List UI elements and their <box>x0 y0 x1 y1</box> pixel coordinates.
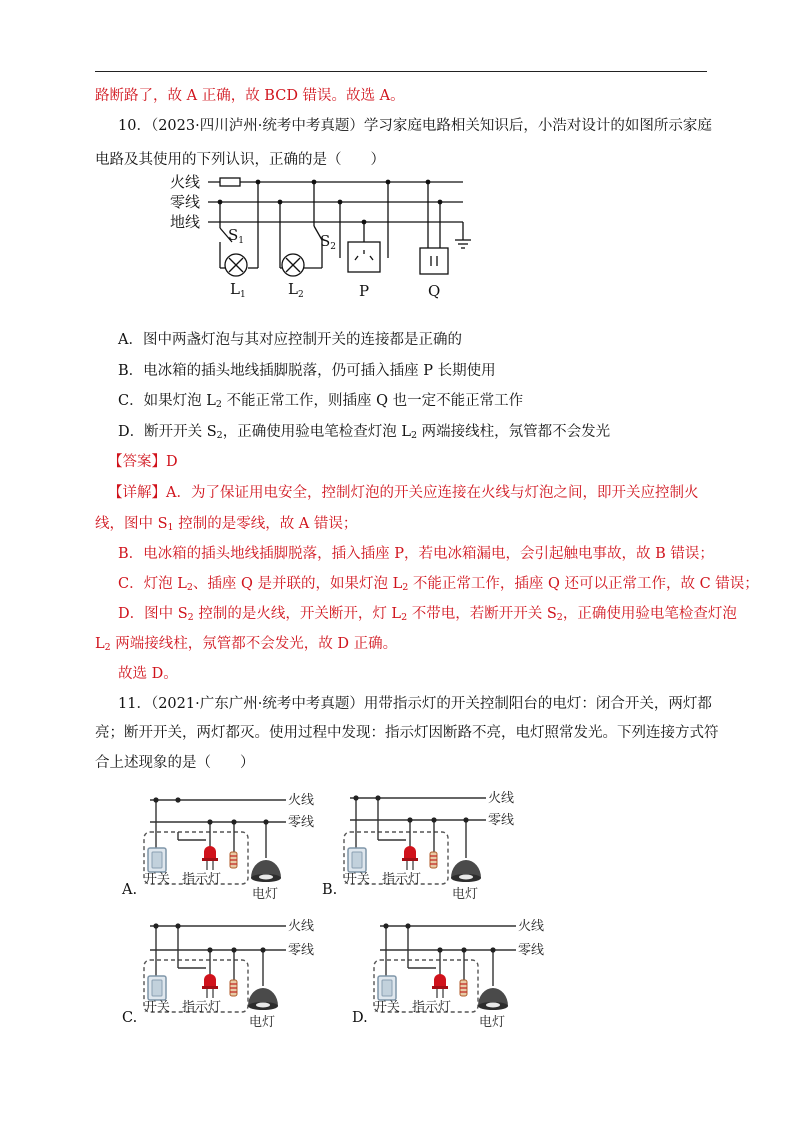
q11-option-d-letter: D. <box>352 1010 368 1026</box>
label-live-wire: 火线 <box>518 919 545 934</box>
ceiling-lamp-icon <box>248 988 278 1010</box>
label-l2: L <box>288 280 298 298</box>
ceiling-lamp-icon <box>478 988 508 1010</box>
q11-option-b-diagram <box>318 782 518 900</box>
q10-option-c: C．如果灯泡 $L_2$ 不能正常工作，则插座 Q 也一定不能正常工作 <box>118 393 524 410</box>
q10-stem-line1: 10．（2023·四川泸州·统考中考真题）学习家庭电路相关知识后，小浩对设计的如图所示家庭 <box>118 118 712 134</box>
label-indicator: 指示灯 <box>182 872 222 887</box>
label-lamp: 电灯 <box>252 887 279 900</box>
q10-answer: 【答案】D <box>108 454 178 470</box>
q10-option-d: D．断开开关 $S_2$，正确使用验电笔检查灯泡 $L_2$ 两端接线柱，氖管都不会发光 <box>118 424 611 441</box>
q10-option-b: B．电冰箱的插头地线插脚脱落，仍可插入插座 P 长期使用 <box>118 363 496 379</box>
indicator-light-icon <box>202 846 237 870</box>
q10-explanation-line1: 【详解】A．为了保证用电安全，控制灯泡的开关应连接在火线与灯泡之间，即开关应控制火 <box>108 485 699 501</box>
label-neutral-wire: 零线 <box>288 815 315 830</box>
label-s1: S <box>228 226 239 244</box>
q10-explanation-line2: 线，图中 $S_1$ 控制的是零线，故 A 错误； <box>95 516 358 533</box>
indicator-light-icon <box>402 846 437 870</box>
q10-stem-line2: 电路及其使用的下列认识，正确的是（ ） <box>95 152 385 168</box>
label-socket-q: Q <box>428 282 441 300</box>
previous-answer-tail: 路断路了，故 A 正确，故 BCD 错误。故选 A。 <box>95 88 405 104</box>
svg-text:L1: $L_1$ <box>230 280 246 300</box>
indicator-light-icon <box>432 974 467 998</box>
q10-explanation-d: D．图中 $S_2$ 控制的是火线，开关断开，灯 $L_2$ 不带电，若断开开关 $S_2$，正确使用验电笔检查灯泡 <box>118 606 737 623</box>
label-switch: 开关 <box>344 872 371 887</box>
switch-icon <box>148 976 166 1000</box>
q11-stem-line3: 合上述现象的是（ ） <box>95 755 255 771</box>
label-neutral-wire: 零线 <box>518 943 545 958</box>
q11-option-b-letter: B. <box>322 882 338 898</box>
label-lamp: 电灯 <box>452 887 479 900</box>
q11-stem-line2: 亮；断开开关，两灯都灭。使用过程中发现：指示灯因断路不亮，电灯照常发光。下列连接方式符 <box>95 725 719 741</box>
label-neutral-wire: 零线 <box>288 943 315 958</box>
q11-stem-line1: 11．（2021·广东广州·统考中考真题）用带指示灯的开关控制阳台的电灯：闭合开关，两灯都 <box>118 696 712 712</box>
label-live-wire: 火线 <box>488 791 515 806</box>
label-l1: L <box>230 280 240 298</box>
svg-text:S1: $S_1$ <box>228 226 245 246</box>
label-switch: 开关 <box>144 1000 171 1015</box>
q10-circuit-diagram <box>168 168 478 310</box>
ceiling-lamp-icon <box>451 860 481 882</box>
label-live-wire: 火线 <box>288 793 315 808</box>
q11-option-c-letter: C. <box>122 1010 138 1026</box>
q10-explanation-c: C．灯泡 $L_2$、插座 Q 是并联的，如果灯泡 $L_2$ 不能正常工作，插座 Q 还可以正常工作，故 C 错误； <box>118 576 759 593</box>
label-s2: S <box>320 232 331 250</box>
q10-option-a: A．图中两盏灯泡与其对应控制开关的连接都是正确的 <box>118 332 462 348</box>
label-neutral-wire: 零线 <box>170 193 201 211</box>
label-indicator: 指示灯 <box>382 872 422 887</box>
q11-option-d-diagram <box>348 910 548 1028</box>
label-live-wire: 火线 <box>170 173 201 191</box>
switch-icon <box>148 848 166 872</box>
label-indicator: 指示灯 <box>412 1000 452 1015</box>
label-lamp: 电灯 <box>249 1015 276 1028</box>
q10-explanation-b: B．电冰箱的插头地线插脚脱落，插入插座 P，若电冰箱漏电，会引起触电事故，故 B 错误； <box>118 546 714 562</box>
label-lamp: 电灯 <box>479 1015 506 1028</box>
label-indicator: 指示灯 <box>182 1000 222 1015</box>
label-switch: 开关 <box>144 872 171 887</box>
svg-text:L2: $L_2$ <box>288 280 304 300</box>
switch-icon <box>378 976 396 1000</box>
svg-text:S2: $S_2$ <box>320 232 337 252</box>
q11-option-c-diagram <box>118 910 318 1028</box>
label-socket-p: P <box>359 282 370 300</box>
switch-icon <box>348 848 366 872</box>
q10-explanation-d-cont: $L_2$ 两端接线柱，氖管都不会发光，故 D 正确。 <box>95 636 398 653</box>
q11-option-a-diagram <box>118 782 318 900</box>
label-ground-wire: 地线 <box>170 213 201 231</box>
q11-option-a-letter: A. <box>122 882 138 898</box>
ceiling-lamp-icon <box>251 860 281 882</box>
label-switch: 开关 <box>374 1000 401 1015</box>
header-rule <box>95 71 707 72</box>
label-neutral-wire: 零线 <box>488 813 515 828</box>
q10-conclusion: 故选 D。 <box>118 666 178 682</box>
label-live-wire: 火线 <box>288 919 315 934</box>
indicator-light-icon <box>202 974 237 998</box>
